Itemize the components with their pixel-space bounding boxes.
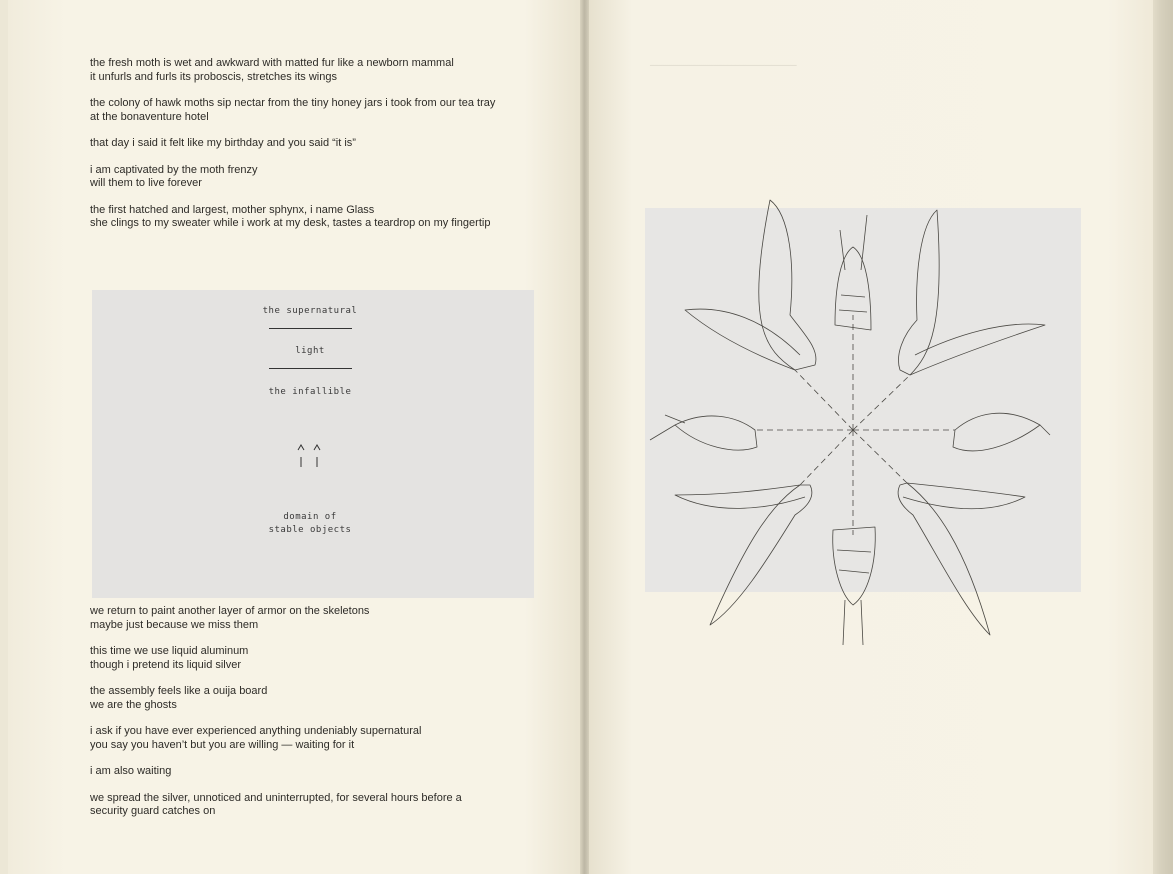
poem-line: will them to live forever xyxy=(90,177,202,189)
stanza xyxy=(90,605,540,632)
moth-bottom xyxy=(833,527,876,605)
stanza xyxy=(90,164,540,191)
stanza xyxy=(90,137,540,151)
poem-line: the fresh moth is wet and awkward with matted fur like a newborn mammal xyxy=(90,57,454,69)
poem-line: security guard catches on xyxy=(90,805,216,817)
diagram-label-stable: stable objects xyxy=(268,525,352,535)
book-gutter xyxy=(580,0,589,874)
poem-line: she clings to my sweater while i work at my desk, tastes a teardrop on my fingertip xyxy=(90,217,491,229)
stanza xyxy=(90,97,540,124)
poem-line: we are the ghosts xyxy=(90,698,177,711)
moth-top-right xyxy=(899,210,940,375)
moth-bottom-left xyxy=(710,485,812,625)
moth-bottom-right xyxy=(898,483,990,635)
poem-line: that day i said it felt like my birthday and you said “it is” xyxy=(90,137,356,149)
stanza xyxy=(90,725,540,752)
stanza xyxy=(90,204,540,231)
poem-line: i ask if you have ever experienced anything undeniably supernatural xyxy=(90,725,422,737)
diagram-label-domain: domain of xyxy=(283,512,337,522)
moth-mandala-illustration xyxy=(645,185,1081,655)
poem-line: it unfurls and furls its proboscis, stretches its wings xyxy=(90,70,337,83)
poem-line: the colony of hawk moths sip nectar from the tiny honey jars i took from our tea tray xyxy=(90,97,496,109)
poem-line: we return to paint another layer of armor on the skeletons xyxy=(90,605,370,617)
poem-line: this time we use liquid aluminum xyxy=(90,645,249,657)
moth-left xyxy=(675,416,757,450)
poem-line: you say you haven’t but you are willing — waiting for it xyxy=(90,738,355,751)
diagram-divider xyxy=(269,368,352,369)
bottom-poem xyxy=(90,605,540,832)
poem-line: the assembly feels like a ouija board xyxy=(90,685,268,697)
diagram-label-supernatural: the supernatural xyxy=(262,306,358,316)
diagram-divider xyxy=(269,328,352,329)
radiating-lines xyxy=(755,315,955,535)
page-edge xyxy=(1153,0,1173,874)
moth-top-left xyxy=(759,200,816,370)
poem-line: the first hatched and largest, mother sphynx, i name Glass xyxy=(90,203,375,216)
diagram-label-infallible: the infallible xyxy=(268,387,352,397)
moth-right xyxy=(953,413,1040,451)
stanza xyxy=(90,645,540,672)
poem-line: we spread the silver, unnoticed and uninterrupted, for several hours before a xyxy=(90,791,462,804)
stanza xyxy=(90,792,540,819)
poem-line: though i pretend its liquid silver xyxy=(90,658,242,671)
stanza xyxy=(90,765,540,779)
top-poem xyxy=(90,57,540,244)
arrows-up-icon xyxy=(294,440,326,470)
poem-line: maybe just because we miss them xyxy=(90,618,259,631)
stanza xyxy=(90,685,540,712)
show-through-text: ─────────────────────── xyxy=(650,60,797,70)
poem-line: at the bonaventure hotel xyxy=(90,110,209,123)
poem-line: i am also waiting xyxy=(90,765,172,777)
stanza xyxy=(90,57,540,84)
poem-line: i am captivated by the moth frenzy xyxy=(90,163,258,176)
diagram-label-light: light xyxy=(295,346,325,356)
